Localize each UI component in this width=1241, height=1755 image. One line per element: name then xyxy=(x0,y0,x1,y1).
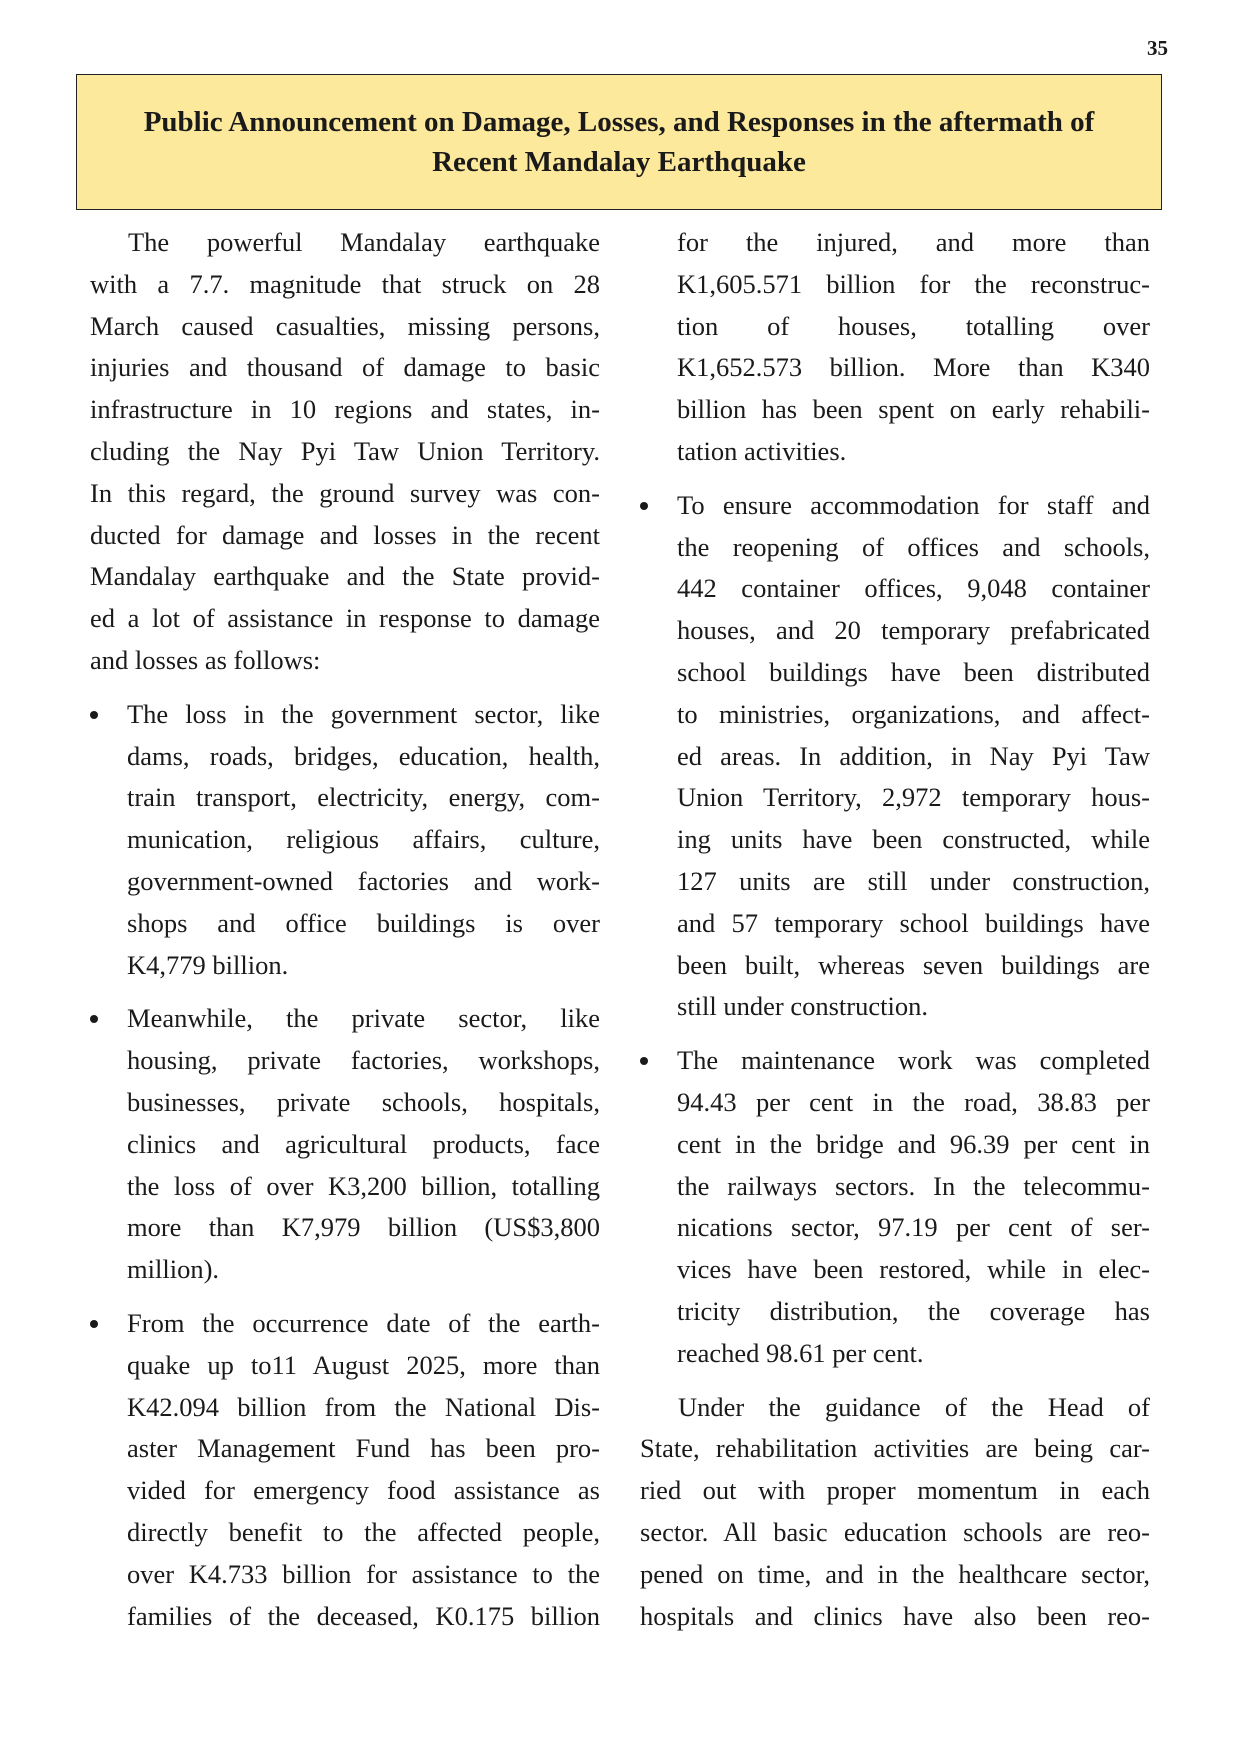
bullet-accommodation xyxy=(640,485,1150,1028)
bullet-dot-icon xyxy=(90,694,110,736)
announcement-title-box xyxy=(76,74,1162,210)
bullet-disaster-fund-continued xyxy=(640,222,1150,473)
text-line: tation activities. xyxy=(677,435,847,466)
text-line: train transport, electricity, energy, com- xyxy=(127,782,600,813)
left-column xyxy=(90,222,600,1649)
text-line: pened on time, and in the healthcare sector, xyxy=(640,1558,1150,1589)
text-line: been built, whereas seven buildings are xyxy=(677,949,1150,980)
text-line: tricity distribution, the coverage has xyxy=(677,1295,1150,1326)
text-line: directly benefit to the affected people, xyxy=(127,1516,600,1547)
text-line: 442 container offices, 9,048 container xyxy=(677,573,1150,604)
text-line: housing, private factories, workshops, xyxy=(127,1045,600,1076)
right-column xyxy=(640,222,1150,1649)
bullet-dot-icon xyxy=(90,998,110,1040)
text-line: ed areas. In addition, in Nay Pyi Taw xyxy=(677,740,1150,771)
text-line: to ministries, organizations, and affect- xyxy=(677,698,1150,729)
text-line: aster Management Fund has been pro- xyxy=(127,1433,600,1464)
text-line: reached 98.61 per cent. xyxy=(677,1337,924,1368)
text-line: ing units have been constructed, while xyxy=(677,824,1150,855)
text-line: The powerful Mandalay earthquake xyxy=(128,227,600,257)
text-line: and 57 temporary school buildings have xyxy=(677,907,1150,938)
text-line: vided for emergency food assistance as xyxy=(127,1475,600,1506)
text-line: and losses as follows: xyxy=(90,644,321,675)
bullet-maintenance xyxy=(640,1040,1150,1374)
text-line: K4,779 billion. xyxy=(127,949,289,980)
text-line: shops and office buildings is over xyxy=(127,907,600,938)
text-line: 127 units are still under construction, xyxy=(677,865,1150,896)
text-line: Mandalay earthquake and the State provid- xyxy=(90,561,600,592)
text-line: munication, religious affairs, culture, xyxy=(127,824,600,855)
text-line: sector. All basic education schools are reo- xyxy=(640,1516,1150,1547)
text-line: The loss in the government sector, like xyxy=(127,698,600,729)
text-line: ducted for damage and losses in the recent xyxy=(90,519,600,550)
text-line: cent in the bridge and 96.39 per cent in xyxy=(677,1128,1150,1159)
bullet-private-loss xyxy=(90,998,600,1291)
text-line: To ensure accommodation for staff and xyxy=(677,489,1150,520)
text-line: dams, roads, bridges, education, health, xyxy=(127,740,600,771)
text-line: infrastructure in 10 regions and states, in- xyxy=(90,394,600,425)
text-line: tion of houses, totalling over xyxy=(677,310,1150,341)
text-line: still under construction. xyxy=(677,991,928,1022)
title-line-2: Recent Mandalay Earthquake xyxy=(432,146,806,178)
text-line: vices have been restored, while in elec- xyxy=(677,1254,1150,1285)
text-line: Union Territory, 2,972 temporary hous- xyxy=(677,782,1150,813)
text-line: the reopening of offices and schools, xyxy=(677,531,1150,562)
text-line: billion has been spent on early rehabili- xyxy=(677,394,1150,425)
text-line: In this regard, the ground survey was con- xyxy=(90,477,600,508)
page-number: 35 xyxy=(1147,36,1168,60)
text-line: businesses, private schools, hospitals, xyxy=(127,1086,600,1117)
bullet-dot-icon xyxy=(90,1303,110,1345)
bullet-dot-icon xyxy=(640,485,660,527)
text-line: clinics and agricultural products, face xyxy=(127,1128,600,1159)
text-line: Meanwhile, the private sector, like xyxy=(127,1003,600,1034)
bullet-disaster-fund xyxy=(90,1303,600,1637)
text-line: injuries and thousand of damage to basic xyxy=(90,352,600,383)
text-line: more than K7,979 billion (US$3,800 xyxy=(127,1212,600,1243)
text-line: with a 7.7. magnitude that struck on 28 xyxy=(90,268,600,299)
text-line: quake up to11 August 2025, more than xyxy=(127,1349,600,1380)
title-line-1: Public Announcement on Damage, Losses, and Responses in the aftermath of xyxy=(143,106,1095,138)
text-line: K1,652.573 billion. More than K340 xyxy=(677,352,1150,383)
text-line: hospitals and clinics have also been reo- xyxy=(640,1600,1150,1631)
text-line: cluding the Nay Pyi Taw Union Territory. xyxy=(90,435,600,466)
bullet-dot-icon xyxy=(640,1040,660,1082)
closing-paragraph xyxy=(640,1387,1150,1638)
text-line: for the injured, and more than xyxy=(677,227,1150,257)
text-line: Under the guidance of the Head of xyxy=(678,1391,1150,1422)
text-line: March caused casualties, missing persons, xyxy=(90,310,600,341)
text-line: families of the deceased, K0.175 billion xyxy=(127,1600,600,1631)
text-line: K1,605.571 billion for the reconstruc- xyxy=(677,268,1150,299)
text-line: ried out with proper momentum in each xyxy=(640,1475,1150,1506)
text-line: houses, and 20 temporary prefabricated xyxy=(677,615,1150,646)
text-line: From the occurrence date of the earth- xyxy=(127,1307,600,1338)
bullet-government-loss xyxy=(90,694,600,987)
text-line: the railways sectors. In the telecommu- xyxy=(677,1170,1150,1201)
text-line: school buildings have been distributed xyxy=(677,656,1150,687)
intro-paragraph xyxy=(90,222,600,682)
text-line: the loss of over K3,200 billion, totalling xyxy=(127,1170,600,1201)
text-line: State, rehabilitation activities are being car- xyxy=(640,1433,1150,1464)
text-line: million). xyxy=(127,1254,220,1285)
text-line: over K4.733 billion for assistance to the xyxy=(127,1558,600,1589)
text-line: 94.43 per cent in the road, 38.83 per xyxy=(677,1086,1150,1117)
text-line: ed a lot of assistance in response to damage xyxy=(90,603,600,634)
text-line: nications sector, 97.19 per cent of ser- xyxy=(677,1212,1150,1243)
text-line: K42.094 billion from the National Dis- xyxy=(127,1391,600,1422)
text-line: government-owned factories and work- xyxy=(127,865,600,896)
text-line: The maintenance work was completed xyxy=(677,1045,1150,1076)
